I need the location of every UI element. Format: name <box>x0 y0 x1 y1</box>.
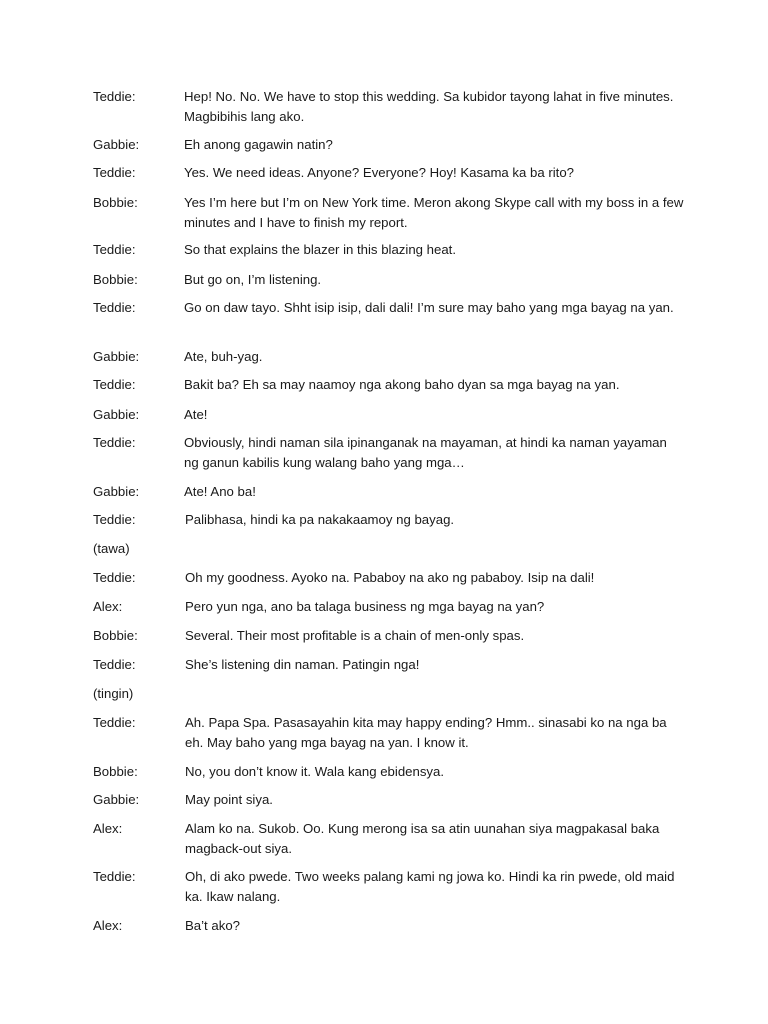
speaker-name: Teddie: <box>93 165 136 180</box>
dialogue-text: Yes. We need ideas. Anyone? Everyone? Hoy! Kasama ka ba rito? <box>184 165 575 180</box>
speaker-name: Bobbie: <box>93 272 138 287</box>
dialogue-text: Yes I’m here but I’m on New York time. Meron akong Skype call with my boss in a few minutes and I have to finish my report. <box>184 195 684 230</box>
speaker-name: Gabbie: <box>93 792 140 807</box>
speaker-name: Teddie: <box>93 512 136 527</box>
dialogue-text: Hep! No. No. We have to stop this wedding. Sa kubidor tayong lahat in five minutes. Magbibihis lang ako. <box>184 89 674 124</box>
dialogue-text: Eh anong gagawin natin? <box>184 137 333 152</box>
dialogue-text: Obviously, hindi naman sila ipinanganak na mayaman, at hindi ka naman yayaman ng ganun kabilis kung walang baho yang mga… <box>184 435 667 470</box>
speaker-name: Teddie: <box>93 715 136 730</box>
speaker-name: Bobbie: <box>93 764 138 779</box>
dialogue-text: Several. Their most profitable is a chain of men-only spas. <box>185 628 525 643</box>
speaker-name: Teddie: <box>93 869 136 884</box>
dialogue-text: May point siya. <box>185 792 273 807</box>
dialogue-text: Ate! <box>184 407 208 422</box>
dialogue-text: So that explains the blazer in this blazing heat. <box>184 242 456 257</box>
speaker-name: Gabbie: <box>93 137 140 152</box>
speaker-name: Teddie: <box>93 570 136 585</box>
speaker-name: Teddie: <box>93 300 136 315</box>
speaker-name: Teddie: <box>93 377 136 392</box>
speaker-name: Teddie: <box>93 242 136 257</box>
speaker-name: Gabbie: <box>93 484 140 499</box>
speaker-name: Alex: <box>93 821 123 836</box>
dialogue-text: Ate, buh-yag. <box>184 349 263 364</box>
speaker-name: Teddie: <box>93 89 136 104</box>
dialogue-text: Pero yun nga, ano ba talaga business ng mga bayag na yan? <box>185 599 545 614</box>
dialogue-text: Bakit ba? Eh sa may naamoy nga akong baho dyan sa mga bayag na yan. <box>184 377 620 392</box>
speaker-name: Gabbie: <box>93 349 140 364</box>
dialogue-text: But go on, I’m listening. <box>184 272 322 287</box>
speaker-name: Gabbie: <box>93 407 140 422</box>
dialogue-text: Oh my goodness. Ayoko na. Pababoy na ako ng pababoy. Isip na dali! <box>185 570 595 585</box>
dialogue-text: No, you don’t know it. Wala kang ebidensya. <box>185 764 445 779</box>
dialogue-text: Ate! Ano ba! <box>184 484 256 499</box>
stage-direction-text: (tingin) <box>93 686 134 701</box>
dialogue-text: She’s listening din naman. Patingin nga! <box>185 657 420 672</box>
speaker-name: Alex: <box>93 599 123 614</box>
speaker-name: Teddie: <box>93 435 136 450</box>
dialogue-text: Go on daw tayo. Shht isip isip, dali dali! I’m sure may baho yang mga bayag na yan. <box>184 300 674 315</box>
dialogue-text: Alam ko na. Sukob. Oo. Kung merong isa sa atin uunahan siya magpakasal baka magback-out siya. <box>185 821 660 856</box>
dialogue-text: Oh, di ako pwede. Two weeks palang kami ng jowa ko. Hindi ka rin pwede, old maid ka. Ikaw nalang. <box>185 869 675 904</box>
speaker-name: Bobbie: <box>93 628 138 643</box>
speaker-name: Bobbie: <box>93 195 138 210</box>
stage-direction-text: (tawa) <box>93 541 130 556</box>
dialogue-text: Ah. Papa Spa. Pasasayahin kita may happy ending? Hmm.. sinasabi ko na nga ba eh. May baho yang mga bayag na yan. I know it. <box>185 715 667 750</box>
dialogue-text: Palibhasa, hindi ka pa nakakaamoy ng bayag. <box>185 512 455 527</box>
dialogue-text: Ba’t ako? <box>185 918 240 933</box>
speaker-name: Teddie: <box>93 657 136 672</box>
speaker-name: Alex: <box>93 918 123 933</box>
